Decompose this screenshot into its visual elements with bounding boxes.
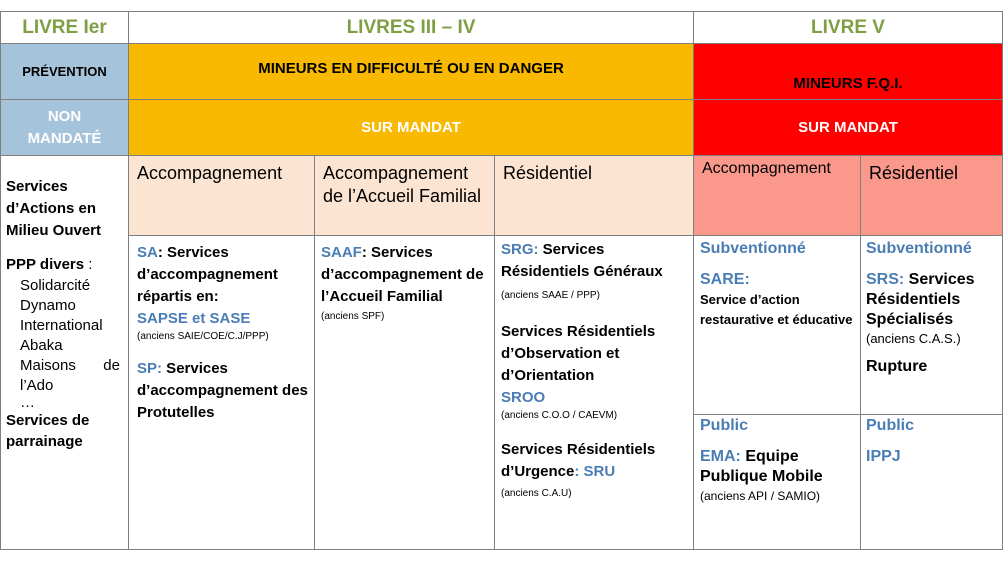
residentiel-body xyxy=(495,236,694,550)
srg-block xyxy=(501,239,687,305)
sapse-note: (anciens SAIE/COE/C.J/PPP) xyxy=(137,331,269,342)
sare-text: Service d’action restaurative et éducative xyxy=(700,292,853,327)
sru-note: (anciens C.A.U) xyxy=(501,488,572,499)
livre-3-4-header: LIVRES III – IV xyxy=(129,12,694,44)
ema-block xyxy=(700,447,854,487)
sare-code: SARE: xyxy=(700,271,750,288)
srg-note: (anciens SAAE / PPP) xyxy=(501,290,600,301)
srg-code: SRG: xyxy=(501,241,539,258)
sroo-code: SROO xyxy=(501,389,546,406)
srs-code: SRS: xyxy=(866,271,905,288)
srs-block xyxy=(866,270,998,330)
category-residentiel-v: Résidentiel xyxy=(861,156,1003,236)
saaf-code: SAAF xyxy=(321,244,362,261)
list-item: Maisons de l’Ado xyxy=(20,357,120,394)
category-accueil-familial: Accompagnement de l’Accueil Familial xyxy=(315,156,495,236)
rupture-label: Rupture xyxy=(866,358,928,375)
category-accompagnement-v: Accompagnement xyxy=(694,156,861,236)
sroo-text: Services Résidentiels d’Observation et d’Orientation xyxy=(501,323,656,384)
left-column-cell xyxy=(1,156,129,550)
sroo-block xyxy=(501,321,687,423)
acc-v-subventionne xyxy=(694,236,861,415)
saaf-note: (anciens SPF) xyxy=(321,311,385,322)
category-accompagnement: Accompagnement xyxy=(129,156,315,236)
list-item: Solidarcité xyxy=(20,277,91,294)
non-mandate-cell: NON MANDATÉ xyxy=(1,100,129,156)
accueil-familial-body xyxy=(315,236,495,550)
list-item: Abaka xyxy=(20,337,63,354)
list-item: … xyxy=(20,394,35,411)
acc-v-public xyxy=(694,415,861,550)
ppp-title-text: PPP divers xyxy=(6,256,85,273)
ppp-title xyxy=(6,254,124,276)
res-v-public xyxy=(861,415,1003,550)
srs-text: Services Résidentiels Spécialisés xyxy=(866,271,975,328)
sp-text: Services d’accompagnement des Protutelles xyxy=(137,360,308,421)
sp-block xyxy=(137,358,308,424)
list-item: Dynamo International xyxy=(20,297,103,334)
sur-mandat-cell-1: SUR MANDAT xyxy=(129,100,694,156)
public-label-acc: Public xyxy=(700,417,749,434)
sru-code: : SRU xyxy=(574,463,616,480)
sroo-note: (anciens C.O.O / CAEVM) xyxy=(501,410,618,421)
subventionne-label-acc: Subventionné xyxy=(700,240,806,257)
res-v-subventionne xyxy=(861,236,1003,415)
sa-code: SA xyxy=(137,244,158,261)
sa-text: : Services d’accompagnement répartis en: xyxy=(137,244,278,305)
sur-mandat-cell-2: SUR MANDAT xyxy=(694,100,1003,156)
livre-5-header: LIVRE V xyxy=(694,12,1003,44)
ema-note: (anciens API / SAMIO) xyxy=(700,489,821,503)
subventionne-label-res: Subventionné xyxy=(866,240,972,257)
ippj-label: IPPJ xyxy=(866,448,901,465)
sapse-code: SAPSE et SASE xyxy=(137,310,251,327)
ema-text: Equipe Publique Mobile xyxy=(700,448,823,485)
ppp-list xyxy=(6,276,124,410)
services-amo: Services d’Actions en Milieu Ouvert xyxy=(6,178,102,239)
sru-text: Services Résidentiels d’Urgence xyxy=(501,441,656,480)
mineurs-danger-cell: MINEURS EN DIFFICULTÉ OU EN DANGER xyxy=(129,44,694,100)
accompagnement-body xyxy=(129,236,315,550)
mineurs-fqi-cell: MINEURS F.Q.I. xyxy=(694,44,1003,100)
sru-block xyxy=(501,439,687,501)
services-parrainage: Services de parrainage xyxy=(6,412,90,450)
public-label-res: Public xyxy=(866,417,915,434)
sa-block xyxy=(137,242,308,344)
prevention-cell: PRÉVENTION xyxy=(1,44,129,100)
ppp-colon: : xyxy=(84,256,93,273)
srg-text: Services Résidentiels Généraux xyxy=(501,241,663,280)
livre-1-header: LIVRE Ier xyxy=(1,12,129,44)
sp-code: SP: xyxy=(137,360,163,377)
category-residentiel: Résidentiel xyxy=(495,156,694,236)
ema-code: EMA: xyxy=(700,448,741,465)
srs-note: (anciens C.A.S.) xyxy=(866,331,961,346)
saaf-text: : Services d’accompagnement de l’Accueil Familial xyxy=(321,244,484,305)
